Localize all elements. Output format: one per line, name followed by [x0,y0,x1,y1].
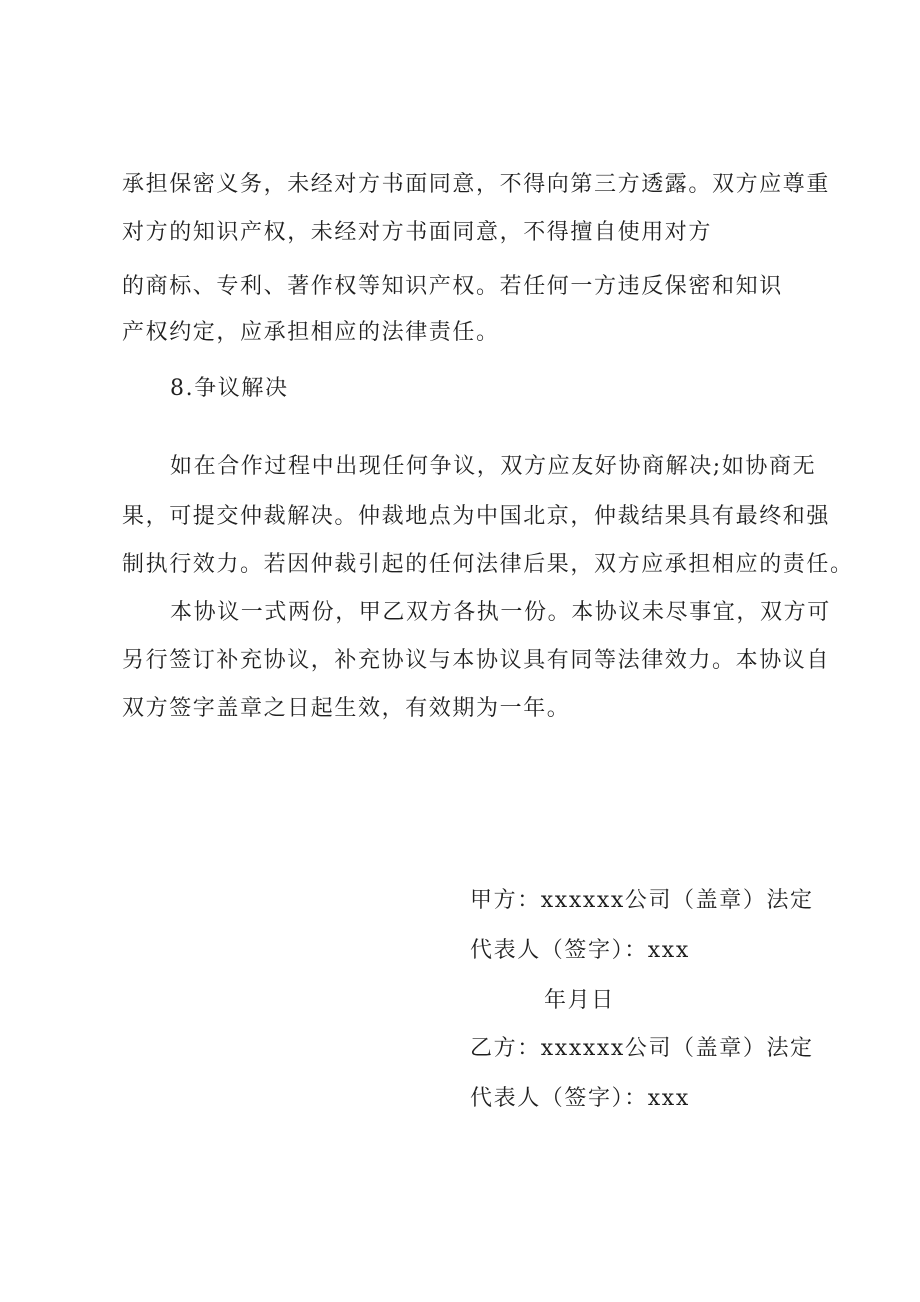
paragraph-line: 承担保密义务，未经对方书面同意，不得向第三方透露。双方应尊重 [122,172,831,197]
party-a-line: 甲方：xxxxxx公司（盖章）法定 [470,888,814,913]
party-b-line: 乙方：xxxxxx公司（盖章）法定 [470,1036,814,1061]
paragraph-line: 对方的知识产权，未经对方书面同意，不得擅自使用对方 [122,220,713,245]
section-heading: 8.争议解决 [170,376,289,401]
paragraph-line: 果，可提交仲裁解决。仲裁地点为中国北京，仲裁结果具有最终和强 [122,504,831,529]
paragraph-line: 本协议一式两份，甲乙双方各执一份。本协议未尽事宜，双方可 [170,600,831,625]
party-b-representative: 代表人（签字）：xxx [470,1086,690,1111]
paragraph-line: 另行签订补充协议，补充协议与本协议具有同等法律效力。本协议自 [122,648,831,673]
paragraph-line: 的商标、专利、著作权等知识产权。若任何一方违反保密和知识 [122,274,783,299]
paragraph-line: 制执行效力。若因仲裁引起的任何法律后果，双方应承担相应的责任。 [122,552,854,577]
paragraph-line: 如在合作过程中出现任何争议，双方应友好协商解决;如协商无 [170,454,817,479]
party-a-representative: 代表人（签字）：xxx [470,938,690,963]
paragraph-line: 产权约定，应承担相应的法律责任。 [122,320,500,345]
date-line: 年月日 [544,988,615,1013]
paragraph-line: 双方签字盖章之日起生效，有效期为一年。 [122,696,571,721]
